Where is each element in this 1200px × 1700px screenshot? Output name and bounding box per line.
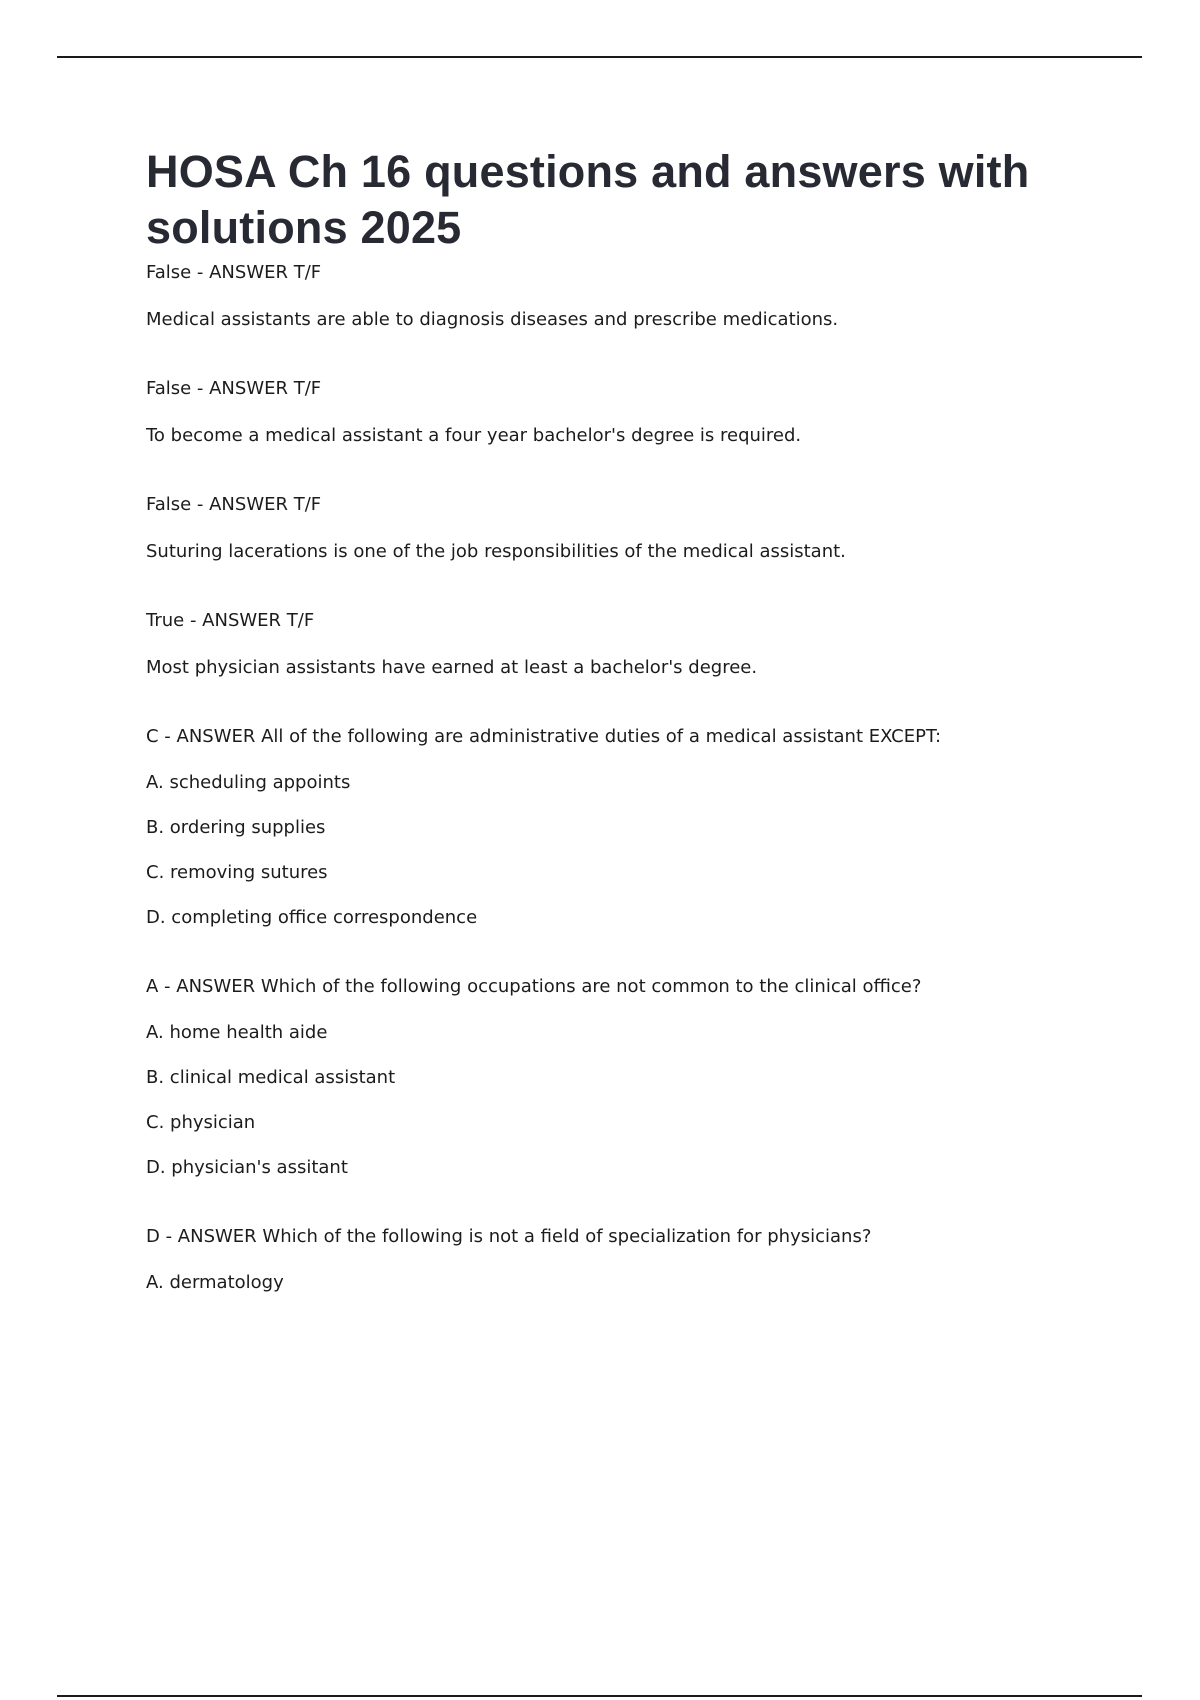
document-title: HOSA Ch 16 questions and answers with solutions 2025 (146, 146, 1030, 253)
qa-item-5 (146, 726, 1106, 929)
option-line: B. clinical medical assistant (146, 1067, 396, 1088)
option-line: A. home health aide (146, 1022, 328, 1043)
bottom-rule (57, 1695, 1142, 1697)
option-line: A. dermatology (146, 1272, 284, 1293)
qa-item-1 (146, 262, 1106, 331)
answer-line: False - ANSWER T/F (146, 378, 322, 399)
option-line: C. removing sutures (146, 862, 328, 883)
option-line: D. physician's assitant (146, 1157, 348, 1178)
answer-line: True - ANSWER T/F (146, 610, 315, 631)
qa-item-6 (146, 976, 1106, 1179)
top-rule (57, 56, 1142, 58)
answer-line: A - ANSWER Which of the following occupations are not common to the clinical office? (146, 976, 922, 997)
qa-item-2 (146, 378, 1106, 447)
option-line: B. ordering supplies (146, 817, 326, 838)
answer-line: False - ANSWER T/F (146, 262, 322, 283)
answer-line: C - ANSWER All of the following are administrative duties of a medical assistant EXCEPT: (146, 726, 942, 747)
answer-line: D - ANSWER Which of the following is not a field of specialization for physicians? (146, 1226, 872, 1247)
qa-item-7 (146, 1226, 1106, 1294)
option-line: A. scheduling appoints (146, 772, 351, 793)
question-line: To become a medical assistant a four year bachelor's degree is required. (146, 425, 802, 446)
answer-line: False - ANSWER T/F (146, 494, 322, 515)
qa-item-4 (146, 610, 1106, 679)
question-line: Medical assistants are able to diagnosis diseases and prescribe medications. (146, 309, 839, 330)
question-line: Most physician assistants have earned at least a bachelor's degree. (146, 657, 758, 678)
qa-list (146, 262, 1106, 1294)
option-line: D. completing office correspondence (146, 907, 478, 928)
option-line: C. physician (146, 1112, 256, 1133)
question-line: Suturing lacerations is one of the job responsibilities of the medical assistant. (146, 541, 846, 562)
document-body (146, 144, 1106, 1341)
qa-item-3 (146, 494, 1106, 563)
